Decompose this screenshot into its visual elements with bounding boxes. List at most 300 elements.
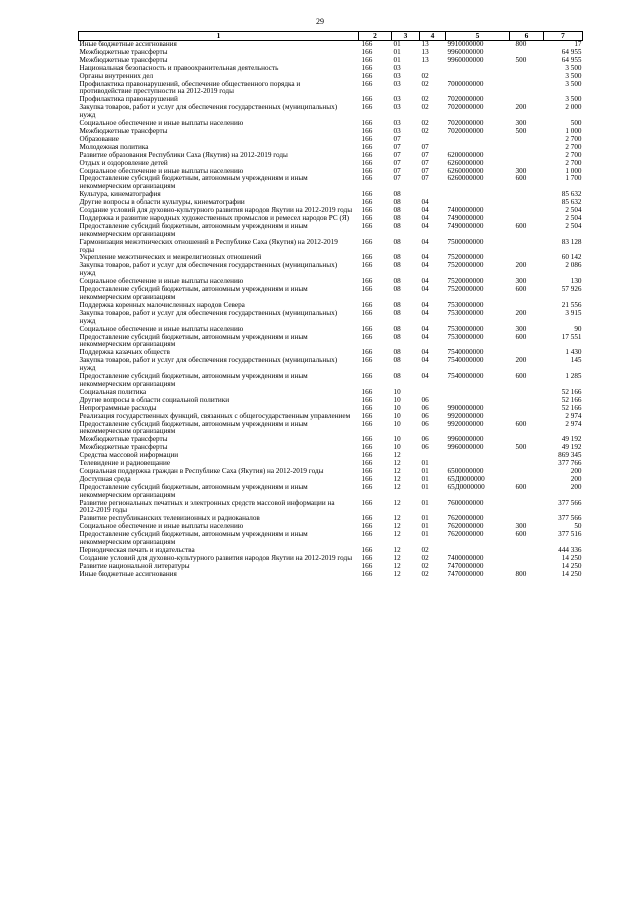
section-cell: 12 — [393, 569, 401, 578]
section-cell: 12 — [393, 514, 401, 523]
admin-code-cell: 166 — [361, 474, 373, 483]
target-article-cell: 7470000000 — [447, 561, 484, 570]
subsection-cell: 04 — [421, 253, 429, 262]
row-name-cell: Молодежная политика — [79, 142, 149, 151]
column-header: 7 — [544, 32, 583, 41]
subsection-cell: 01 — [421, 466, 429, 475]
amount-cell: 2 700 — [565, 158, 582, 167]
table-row — [79, 531, 583, 547]
row-name-cell: Создание условий для духовно-культурного развития народов Якутии на 2012-2019 годы — [79, 553, 353, 562]
amount-cell: 869 345 — [558, 451, 582, 460]
row-name-cell: Развитие региональных печатных и электронных средств массовой информации на 2012-2019 годы — [79, 498, 335, 515]
section-cell: 12 — [393, 522, 401, 531]
expense-type-cell — [510, 96, 544, 104]
subsection-cell: 13 — [421, 47, 429, 56]
admin-code-cell: 166 — [361, 387, 373, 396]
subsection-cell: 02 — [421, 546, 429, 554]
row-name-cell: Органы внутренних дел — [79, 71, 154, 80]
section-cell: 12 — [393, 459, 401, 468]
amount-cell: 3 500 — [565, 79, 582, 88]
target-article-cell: 7540000000 — [447, 348, 484, 357]
admin-code-cell: 166 — [361, 95, 373, 104]
subsection-cell: 01 — [421, 530, 429, 539]
subsection-cell: 04 — [421, 372, 429, 381]
subsection-cell: 06 — [421, 419, 429, 428]
subsection-cell: 02 — [421, 561, 429, 570]
section-cell: 08 — [393, 372, 401, 381]
target-article-cell: 7620000000 — [447, 522, 484, 531]
expense-type-cell — [510, 452, 544, 460]
target-article-cell: 7520000000 — [447, 261, 484, 270]
subsection-cell: 06 — [421, 395, 429, 404]
row-name-cell: Развитие национальной литературы — [79, 561, 190, 570]
table-row — [79, 286, 583, 302]
section-cell: 08 — [393, 253, 401, 262]
subsection-cell: 04 — [421, 261, 429, 270]
amount-cell: 85 632 — [561, 198, 582, 207]
admin-code-cell: 166 — [361, 237, 373, 246]
admin-code-cell: 166 — [361, 332, 373, 341]
section-cell: 10 — [393, 443, 401, 452]
section-cell: 08 — [393, 221, 401, 230]
subsection-cell: 04 — [421, 277, 429, 286]
target-article-cell: 7530000000 — [447, 300, 484, 309]
target-article-cell: 7400000000 — [447, 206, 484, 215]
amount-cell: 90 — [574, 324, 582, 333]
target-article-cell: 7600000000 — [447, 498, 484, 507]
amount-cell: 2 504 — [565, 221, 582, 230]
target-article-cell: 7520000000 — [447, 285, 484, 294]
section-cell: 10 — [393, 419, 401, 428]
table-row — [79, 81, 583, 97]
expense-type-cell — [510, 405, 544, 413]
row-name-cell: Предоставление субсидий бюджетным, автономным учреждениям и иным некоммерческим организациям — [79, 482, 308, 499]
expense-type-cell — [510, 389, 544, 397]
subsection-cell: 04 — [421, 198, 429, 207]
amount-cell: 49 192 — [561, 435, 582, 444]
admin-code-cell: 166 — [361, 63, 373, 72]
row-name-cell: Профилактика правонарушений, обеспечение общественного порядка и противодействие преступности на 2012-2019 годы — [79, 79, 301, 96]
target-article-cell: 7620000000 — [447, 530, 484, 539]
subsection-cell: 04 — [421, 348, 429, 357]
section-cell: 03 — [393, 126, 401, 135]
table-row — [79, 484, 583, 500]
column-header: 5 — [446, 32, 510, 41]
subsection-cell: 07 — [421, 174, 429, 183]
row-name-cell: Гармонизация межэтнических отношений в Республике Саха (Якутия) на 2012-2019 годы — [79, 237, 338, 254]
section-cell: 12 — [393, 466, 401, 475]
amount-cell: 52 166 — [561, 395, 582, 404]
amount-cell: 2 700 — [565, 150, 582, 159]
admin-code-cell: 166 — [361, 498, 373, 507]
expense-type-cell: 500 — [515, 126, 527, 135]
row-name-cell: Предоставление субсидий бюджетным, автономным учреждениям и иным некоммерческим организациям — [79, 285, 308, 301]
target-article-cell: 65Д0000000 — [447, 474, 485, 483]
admin-code-cell: 166 — [361, 348, 373, 357]
section-cell: 12 — [393, 482, 401, 491]
table-row — [79, 571, 583, 579]
subsection-cell: 01 — [421, 498, 429, 507]
amount-cell: 444 336 — [558, 546, 582, 554]
row-name-cell: Иные бюджетные ассигнования — [79, 569, 177, 578]
expense-type-cell — [510, 468, 544, 476]
admin-code-cell: 166 — [361, 308, 373, 317]
amount-cell: 200 — [570, 474, 582, 483]
subsection-cell: 02 — [421, 553, 429, 562]
amount-cell: 3 500 — [565, 95, 582, 104]
amount-cell: 130 — [570, 277, 582, 286]
expense-type-cell: 600 — [515, 482, 527, 491]
amount-cell: 377 766 — [558, 459, 582, 468]
amount-cell: 21 556 — [561, 300, 582, 309]
row-name-cell: Отдых и оздоровление детей — [79, 158, 168, 167]
section-cell: 07 — [393, 150, 401, 159]
budget-table — [78, 31, 583, 579]
amount-cell: 145 — [570, 356, 582, 365]
target-article-cell: 7020000000 — [447, 95, 484, 104]
row-name-cell: Культура, кинематография — [79, 190, 161, 199]
admin-code-cell: 166 — [361, 530, 373, 539]
admin-code-cell: 166 — [361, 55, 373, 64]
expense-type-cell — [510, 239, 544, 255]
row-name-cell: Периодическая печать и издательства — [79, 546, 195, 554]
subsection-cell: 06 — [421, 411, 429, 420]
expense-type-cell: 300 — [515, 277, 527, 286]
expense-type-cell — [510, 547, 544, 555]
admin-code-cell: 166 — [361, 459, 373, 468]
subsection-cell: 02 — [421, 79, 429, 88]
expense-type-cell: 600 — [515, 285, 527, 294]
section-cell: 12 — [393, 498, 401, 507]
subsection-cell: 04 — [421, 324, 429, 333]
target-article-cell: 7400000000 — [447, 553, 484, 562]
target-article-cell: 6260000000 — [447, 174, 484, 183]
subsection-cell: 02 — [421, 569, 429, 578]
row-name-cell: Закупка товаров, работ и услуг для обеспечения государственных (муниципальных) нужд — [79, 356, 338, 373]
target-article-cell: 7520000000 — [447, 253, 484, 262]
row-name-cell: Средства массовой информации — [79, 451, 179, 460]
admin-code-cell: 166 — [361, 569, 373, 578]
target-article-cell — [446, 136, 510, 144]
admin-code-cell: 166 — [361, 213, 373, 222]
target-article-cell: 9920000000 — [447, 411, 484, 420]
admin-code-cell: 166 — [361, 119, 373, 128]
row-name-cell: Закупка товаров, работ и услуг для обеспечения государственных (муниципальных) нужд — [79, 261, 338, 278]
expense-type-cell — [510, 65, 544, 73]
amount-cell: 85 632 — [561, 190, 582, 199]
section-cell: 03 — [393, 71, 401, 80]
admin-code-cell: 166 — [361, 174, 373, 183]
table-row — [79, 136, 583, 144]
row-name-cell: Межбюджетные трансферты — [79, 435, 168, 444]
amount-cell: 2 974 — [565, 419, 582, 428]
target-article-cell: 7620000000 — [447, 514, 484, 523]
admin-code-cell: 166 — [361, 403, 373, 412]
expense-type-cell — [510, 397, 544, 405]
amount-cell: 2 086 — [565, 261, 582, 270]
target-article-cell: 6500000000 — [447, 466, 484, 475]
target-article-cell: 9900000000 — [447, 403, 484, 412]
table-row — [79, 262, 583, 278]
amount-cell: 2 504 — [565, 213, 582, 222]
admin-code-cell: 166 — [361, 553, 373, 562]
target-article-cell: 6200000000 — [447, 150, 484, 159]
admin-code-cell: 166 — [361, 482, 373, 491]
section-cell: 10 — [393, 387, 401, 396]
amount-cell: 50 — [574, 522, 582, 531]
admin-code-cell: 166 — [361, 150, 373, 159]
section-cell: 10 — [393, 395, 401, 404]
section-cell: 03 — [393, 103, 401, 112]
target-article-cell — [446, 389, 510, 397]
admin-code-cell: 166 — [361, 435, 373, 444]
row-name-cell: Закупка товаров, работ и услуг для обеспечения государственных (муниципальных) нужд — [79, 103, 338, 120]
expense-type-cell — [510, 555, 544, 563]
subsection-cell: 01 — [421, 522, 429, 531]
expense-type-cell: 500 — [515, 443, 527, 452]
section-cell: 12 — [393, 451, 401, 460]
amount-cell: 200 — [570, 466, 582, 475]
admin-code-cell: 166 — [361, 134, 373, 143]
expense-type-cell: 200 — [515, 356, 527, 365]
amount-cell: 1 700 — [565, 174, 582, 183]
subsection-cell: 01 — [421, 474, 429, 483]
section-cell: 08 — [393, 332, 401, 341]
expense-type-cell — [510, 215, 544, 223]
row-name-cell: Предоставление субсидий бюджетным, автономным учреждениям и иным некоммерческим организациям — [79, 372, 308, 388]
section-cell: 08 — [393, 198, 401, 207]
admin-code-cell: 166 — [361, 411, 373, 420]
admin-code-cell: 166 — [361, 261, 373, 270]
section-cell: 07 — [393, 142, 401, 151]
amount-cell: 52 166 — [561, 387, 582, 396]
amount-cell: 377 516 — [558, 530, 582, 539]
subsection-cell: 13 — [421, 40, 429, 48]
row-name-cell: Межбюджетные трансферты — [79, 55, 168, 64]
expense-type-cell: 200 — [515, 308, 527, 317]
row-name-cell: Укрепление межэтнических и межрелигиозных отношений — [79, 253, 262, 262]
target-article-cell: 7530000000 — [447, 332, 484, 341]
expense-type-cell — [510, 349, 544, 357]
column-header: 3 — [392, 32, 420, 41]
admin-code-cell: 166 — [361, 395, 373, 404]
row-name-cell: Другие вопросы в области культуры, кинематографии — [79, 198, 245, 207]
target-article-cell: 7020000000 — [447, 119, 484, 128]
target-article-cell: 7540000000 — [447, 356, 484, 365]
section-cell: 12 — [393, 553, 401, 562]
section-cell: 08 — [393, 237, 401, 246]
section-cell: 08 — [393, 277, 401, 286]
target-article-cell — [446, 65, 510, 73]
admin-code-cell: 166 — [361, 71, 373, 80]
amount-cell: 200 — [570, 482, 582, 491]
section-cell: 07 — [393, 174, 401, 183]
amount-cell: 2 974 — [565, 411, 582, 420]
row-name-cell: Развитие республиканских телевизионных и радиоканалов — [79, 514, 260, 523]
amount-cell: 49 192 — [561, 443, 582, 452]
expense-type-cell: 600 — [515, 174, 527, 183]
amount-cell: 3 915 — [565, 308, 582, 317]
amount-cell: 377 566 — [558, 498, 582, 507]
expense-type-cell: 300 — [515, 324, 527, 333]
admin-code-cell: 166 — [361, 221, 373, 230]
row-name-cell: Социальная поддержка граждан в Республике Саха (Якутия) на 2012-2019 годы — [79, 466, 324, 475]
amount-cell: 1 000 — [565, 126, 582, 135]
subsection-cell: 02 — [421, 95, 429, 104]
table-row — [79, 128, 583, 136]
target-article-cell: 6260000000 — [447, 158, 484, 167]
row-name-cell: Другие вопросы в области социальной политики — [79, 395, 230, 404]
table-row — [79, 239, 583, 255]
expense-type-cell — [510, 413, 544, 421]
column-header: 4 — [420, 32, 446, 41]
column-header: 1 — [79, 32, 359, 41]
target-article-cell: 7020000000 — [447, 126, 484, 135]
section-cell: 08 — [393, 261, 401, 270]
section-cell: 03 — [393, 119, 401, 128]
admin-code-cell: 166 — [361, 103, 373, 112]
target-article-cell: 9960000000 — [447, 435, 484, 444]
subsection-cell: 01 — [421, 514, 429, 523]
subsection-cell: 04 — [421, 356, 429, 365]
section-cell: 03 — [393, 63, 401, 72]
expense-type-cell: 600 — [515, 530, 527, 539]
amount-cell: 52 166 — [561, 403, 582, 412]
section-cell: 03 — [393, 95, 401, 104]
section-cell: 08 — [393, 285, 401, 294]
section-cell: 10 — [393, 411, 401, 420]
row-name-cell: Предоставление субсидий бюджетным, автономным учреждениям и иным некоммерческим организациям — [79, 221, 308, 238]
amount-cell: 500 — [570, 119, 582, 128]
subsection-cell: 04 — [421, 332, 429, 341]
admin-code-cell: 166 — [361, 166, 373, 175]
target-article-cell: 7490000000 — [447, 213, 484, 222]
section-cell: 08 — [393, 190, 401, 199]
subsection-cell: 04 — [421, 308, 429, 317]
expense-type-cell — [510, 500, 544, 516]
subsection-cell: 02 — [421, 103, 429, 112]
expense-type-cell — [510, 191, 544, 199]
table-row — [79, 373, 583, 389]
admin-code-cell: 166 — [361, 419, 373, 428]
page-number: 29 — [316, 17, 324, 26]
admin-code-cell: 166 — [361, 372, 373, 381]
expense-type-cell — [510, 73, 544, 81]
expense-type-cell: 600 — [515, 332, 527, 341]
amount-cell: 64 955 — [561, 47, 582, 56]
row-name-cell: Телевидение и радиовещание — [79, 459, 171, 468]
amount-cell: 1 430 — [565, 348, 582, 357]
expense-type-cell — [510, 160, 544, 168]
expense-type-cell — [510, 144, 544, 152]
section-cell: 07 — [393, 166, 401, 175]
admin-code-cell: 166 — [361, 277, 373, 286]
admin-code-cell: 166 — [361, 522, 373, 531]
admin-code-cell: 166 — [361, 285, 373, 294]
amount-cell: 14 250 — [561, 553, 582, 562]
target-article-cell: 7000000000 — [447, 79, 484, 88]
expense-type-cell: 800 — [515, 40, 527, 48]
expense-type-cell — [510, 460, 544, 468]
row-name-cell: Социальное обеспечение и иные выплаты населению — [79, 166, 244, 175]
amount-cell: 1 000 — [565, 166, 582, 175]
row-name-cell: Предоставление субсидий бюджетным, автономным учреждениям и иным некоммерческим организациям — [79, 419, 308, 436]
table-row — [79, 65, 583, 73]
expense-type-cell: 600 — [515, 419, 527, 428]
row-name-cell: Предоставление субсидий бюджетным, автономным учреждениям и иным некоммерческим организациям — [79, 530, 308, 547]
column-header: 2 — [359, 32, 392, 41]
column-header: 6 — [510, 32, 544, 41]
section-cell: 01 — [393, 55, 401, 64]
admin-code-cell: 166 — [361, 324, 373, 333]
section-cell: 12 — [393, 546, 401, 554]
row-name-cell: Поддержка казачьих обществ — [79, 348, 170, 357]
subsection-cell: 04 — [421, 300, 429, 309]
row-name-cell: Непрограммные расходы — [79, 403, 157, 412]
target-article-cell: 9960000000 — [447, 55, 484, 64]
section-cell: 10 — [393, 435, 401, 444]
admin-code-cell: 166 — [361, 40, 373, 48]
subsection-cell: 02 — [421, 126, 429, 135]
section-cell: 12 — [393, 561, 401, 570]
subsection-cell: 06 — [421, 403, 429, 412]
table-row — [79, 421, 583, 437]
expense-type-cell — [510, 136, 544, 144]
amount-cell: 2 700 — [565, 142, 582, 151]
admin-code-cell: 166 — [361, 300, 373, 309]
row-name-cell: Межбюджетные трансферты — [79, 47, 168, 56]
row-name-cell: Социальное обеспечение и иные выплаты населению — [79, 522, 244, 531]
expense-type-cell: 800 — [515, 569, 527, 578]
subsection-cell: 04 — [421, 221, 429, 230]
section-cell: 03 — [393, 79, 401, 88]
amount-cell: 83 128 — [561, 237, 582, 246]
table-row — [79, 175, 583, 191]
expense-type-cell: 500 — [515, 55, 527, 64]
admin-code-cell: 166 — [361, 561, 373, 570]
subsection-cell: 04 — [421, 213, 429, 222]
admin-code-cell: 166 — [361, 158, 373, 167]
target-article-cell — [446, 452, 510, 460]
row-name-cell: Национальная безопасность и правоохранительная деятельность — [79, 63, 279, 72]
admin-code-cell: 166 — [361, 190, 373, 199]
target-article-cell: 65Д0000000 — [447, 482, 485, 491]
amount-cell: 3 500 — [565, 63, 582, 72]
target-article-cell: 7500000000 — [447, 237, 484, 246]
section-cell: 12 — [393, 474, 401, 483]
admin-code-cell: 166 — [361, 356, 373, 365]
admin-code-cell: 166 — [361, 142, 373, 151]
subsection-cell: 01 — [421, 482, 429, 491]
row-name-cell: Образование — [79, 134, 119, 143]
amount-cell: 3 500 — [565, 71, 582, 80]
expense-type-cell — [510, 515, 544, 523]
subsection-cell: 01 — [421, 459, 429, 468]
row-name-cell: Предоставление субсидий бюджетным, автономным учреждениям и иным некоммерческим организациям — [79, 174, 308, 191]
target-article-cell: 9920000000 — [447, 419, 484, 428]
admin-code-cell: 166 — [361, 253, 373, 262]
expense-type-cell: 600 — [515, 221, 527, 230]
row-name-cell: Профилактика правонарушений — [79, 95, 178, 104]
amount-cell: 14 250 — [561, 561, 582, 570]
section-cell: 08 — [393, 213, 401, 222]
admin-code-cell: 166 — [361, 443, 373, 452]
admin-code-cell: 166 — [361, 79, 373, 88]
expense-type-cell — [510, 436, 544, 444]
expense-type-cell — [510, 81, 544, 97]
admin-code-cell: 166 — [361, 466, 373, 475]
expense-type-cell — [510, 207, 544, 215]
